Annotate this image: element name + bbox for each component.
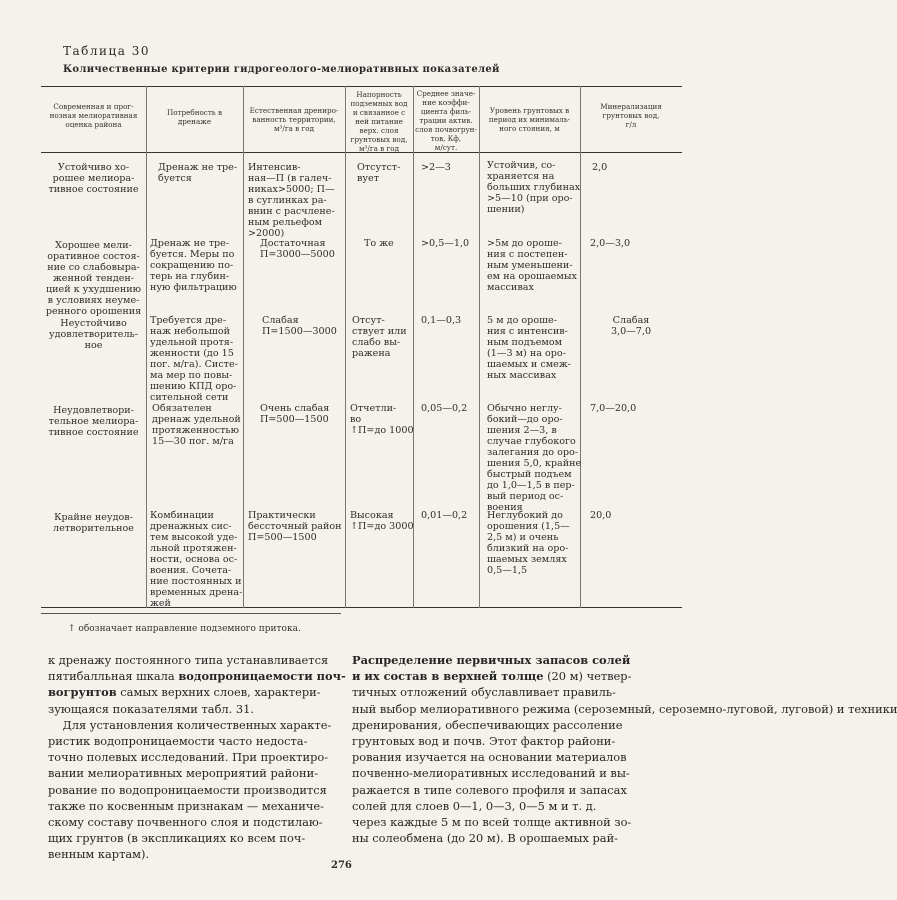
section-heading-line1: Распределение первичных запасов солей — [352, 653, 631, 667]
right-paragraph: тичных отложений обуславливает правиль- ный выбор мелиоративного режима (сероземный, сероземно-луговой, луговой) и техники дренирования, обеспечивающих рассоление грунтовых вод и почв. Этот фактор райони- рования изучается на основании материалов почвенно-мелиоративных исследований и вы- ражается в типе солевого профиля и запасах солей для слоев 0—1, 0—3, 0—5 м и т. д. через каждые 5 м по всей толще активной зо- ны солеобмена (до 20 м). В орошаемых рай- — [352, 685, 897, 846]
row5-need: Комбинации дренажных сис- тем высокой уде- льной протяжен- ности, основа ос- воения. Сочета- ние постоянных и временных дрена- жей — [150, 510, 243, 609]
row2-level: >5м до ороше- ния с постепен- ным уменьшени- ем на орошаемых массивах — [487, 238, 577, 293]
row4-need: Обязателен дренаж удельной протяженностью 15—30 пог. м/га — [152, 403, 241, 447]
row4-mineral: 7,0—20,0 — [590, 403, 637, 414]
table-label: Таблица 30 — [63, 44, 150, 58]
column-divider — [479, 86, 480, 608]
header-mineralization: Минерализация грунтовых вод, г/л — [600, 102, 662, 129]
row1-assessment: Устойчиво хо- рошее мелиора- тивное состояние — [48, 162, 139, 195]
row3-need: Требуется дре- наж небольшой удельной протя- женности (до 15 пог. м/га). Систе- ма мер по повы- шению КПД оро- сительной сети — [150, 315, 238, 403]
left-column-text — [48, 652, 346, 863]
p1-line1: к дренажу постоянного типа устанавливается — [48, 653, 329, 667]
row4-natural: Очень слабая П=500—1500 — [260, 403, 330, 425]
p1-bold-term-b: вогрунтов — [48, 685, 117, 700]
row3-level: 5 м до ороше- ния с интенсив- ным подъемом (1—3 м) на оро- шаемых и смеж- ных массивах — [487, 315, 571, 381]
column-divider — [146, 86, 147, 608]
table-title: Количественные критерии гидрогеолого-мелиоративных показателей — [63, 64, 500, 75]
row5-filtration: 0,01—0,2 — [421, 510, 468, 521]
column-divider — [345, 86, 346, 608]
p1-bold-term-a: водопроницаемости поч- — [178, 669, 346, 684]
row5-natural: Практически бессточный район П=500—1500 — [248, 510, 342, 543]
row2-filtration: >0,5—1,0 — [421, 238, 470, 249]
footnote-rule — [41, 613, 341, 614]
row3-filtration: 0,1—0,3 — [421, 315, 462, 326]
p1-line4: зующаяся показателями табл. 31. — [48, 701, 255, 716]
row2-natural: Достаточная П=3000—5000 — [260, 238, 335, 260]
row5-level: Неглубокий до орошения (1,5— 2,5 м) и очень близкий на оро- шаемых землях 0,5—1,5 — [487, 510, 570, 576]
row4-level: Обычно неглу- бокий—до оро- шения 2—3, в случае глубокого залегания до оро- шения 5,0, крайне быстрый подъем до 1,0—1,5 в пер- вый период ос- воения — [487, 403, 582, 513]
row5-assessment: Крайне неудов- летворительное — [53, 512, 134, 534]
column-divider — [580, 86, 581, 608]
row1-need: Дренаж не тре- буется — [158, 162, 238, 184]
row1-mineral: 2,0 — [592, 162, 608, 173]
paragraph-2: Для установления количественных характе- ристик водопроницаемости часто недоста- точно полевых исследований. При проектиро- вании мелиоративных мероприятий райони- рование по водопроницаемости производится также по косвенным признакам — механиче- скому составу почвенного слоя и подстилаю- щих грунтов (в экспликациях ко всем поч- венным картам). — [48, 717, 332, 862]
header-drainage-need: Потребность в дренаже — [166, 108, 223, 126]
column-divider — [243, 86, 244, 608]
header-filtration: Среднее значе- ние коэффи- циента филь- трации актив. слоя почвогрун- тов, Кф, м/сут. — [415, 89, 477, 152]
row3-mineral: Слабая 3,0—7,0 — [610, 315, 652, 337]
header-pressure: Напорность подземных вод и связанное с ней питание верх. слоя грунтовых вод, м³/га в год — [350, 90, 408, 153]
row4-filtration: 0,05—0,2 — [421, 403, 468, 414]
row1-level: Устойчив, со- храняется на больших глубинах >5—10 (при оро- шении) — [487, 160, 581, 215]
table-top-rule — [41, 86, 682, 87]
row2-mineral: 2,0—3,0 — [590, 238, 631, 249]
header-assessment: Современная и прог- нозная мелиоративная оценка района — [49, 102, 138, 129]
page-number: 276 — [331, 860, 352, 871]
row2-need: Дренаж не тре- буется. Меры по сокращению по- терь на глубин- ную фильтрацию — [150, 238, 237, 293]
row3-natural: Слабая П=1500—3000 — [262, 315, 337, 337]
row2-pressure: То же — [364, 238, 394, 249]
section-heading-tail: (20 м) четвер- — [543, 669, 632, 684]
row3-assessment: Неустойчиво удовлетворитель- ное — [48, 318, 139, 351]
table-bottom-rule — [41, 607, 682, 608]
header-natural-drainage: Естественная дрениро- ванность территории, м³/га в год — [249, 106, 339, 133]
header-groundwater-level: Уровень грунтовых в период их минималь- ного стояния, м — [488, 106, 571, 133]
p1-line2: пятибалльная шкала — [48, 669, 179, 684]
section-heading-line2: и их состав в верхней толще — [352, 669, 544, 684]
row4-assessment: Неудовлетвори- тельное мелиора- тивное состояние — [48, 405, 139, 438]
p1-line3: самых верхних слоев, характери- — [116, 685, 321, 700]
row5-mineral: 20,0 — [590, 510, 612, 521]
row1-filtration: >2—3 — [421, 162, 451, 173]
row4-pressure: Отчетли- во ↑П=до 1000 — [350, 403, 414, 436]
row1-pressure: Отсутст- вует — [357, 162, 401, 184]
row5-pressure: Высокая ↑П=до 3000 — [350, 510, 414, 532]
right-column-text — [352, 652, 897, 846]
row2-assessment: Хорошее мели- оративное состоя- ние со слабовыра- женной тенден- цией к ухудшению в условиях неуме- ренного орошения — [45, 240, 142, 317]
row3-pressure: Отсут- ствует или слабо вы- ражена — [352, 315, 407, 359]
table-footnote: ↑ обозначает направление подземного притока. — [68, 624, 301, 634]
row1-natural: Интенсив- ная—П (в галеч- никах>5000; П— в суглинках ра- внин с расчлене- ным рельефом >2000) — [248, 162, 335, 239]
